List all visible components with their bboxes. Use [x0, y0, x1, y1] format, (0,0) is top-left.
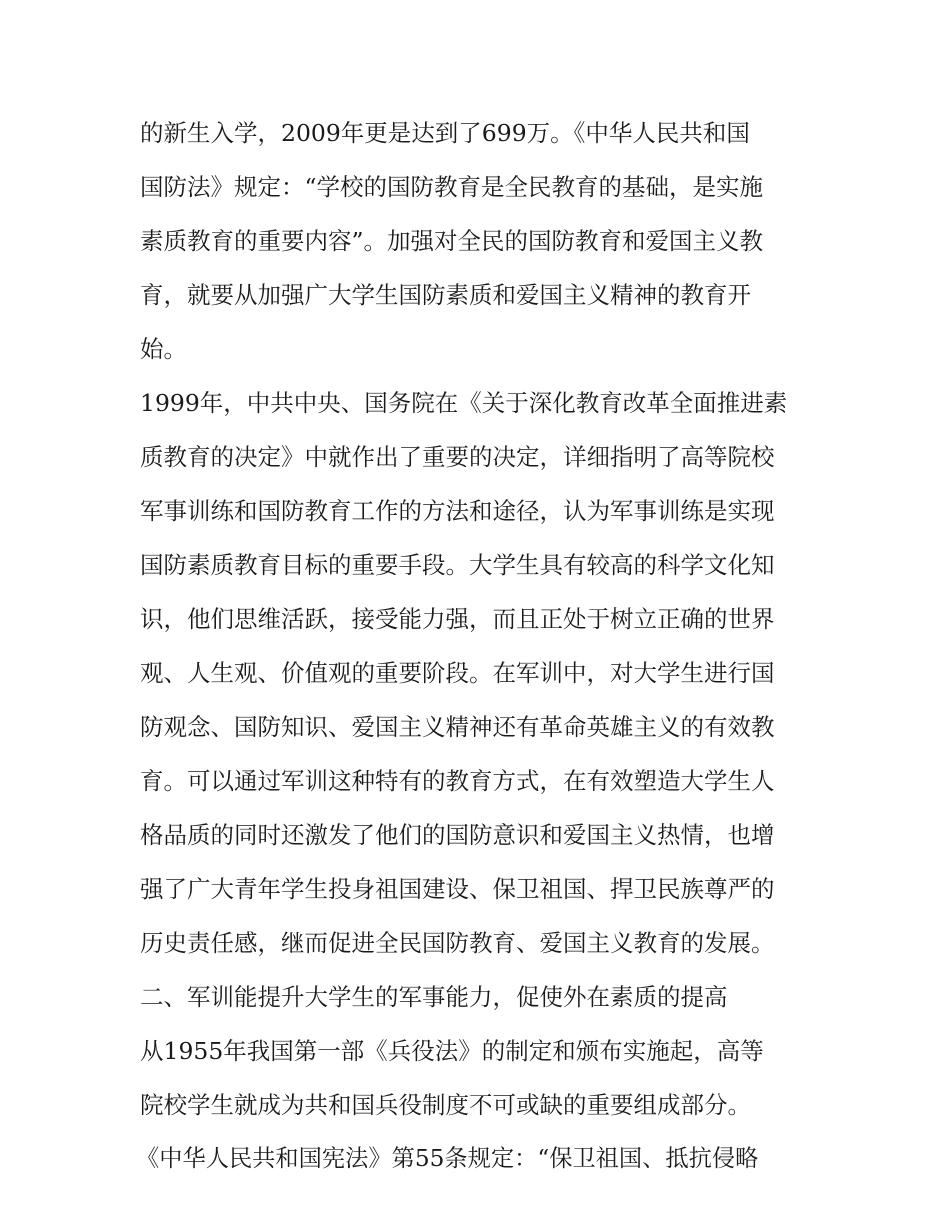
text-line: 素质教育的重要内容”。加强对全民的国防教育和爱国主义教 — [140, 227, 764, 255]
text-line: 历史责任感，继而促进全民国防教育、爱国主义教育的发展。 — [140, 929, 775, 957]
text-line: 军事训练和国防教育工作的方法和途径，认为军事训练是实现 — [140, 497, 775, 525]
text-line: 院校学生就成为共和国兵役制度不可或缺的重要组成部分。 — [140, 1091, 751, 1119]
text-line: 始。 — [140, 335, 187, 363]
section-heading: 二、军训能提升大学生的军事能力，促使外在素质的提高 — [140, 983, 728, 1011]
text-line: 育。可以通过军训这种特有的教育方式，在有效塑造大学生人 — [140, 767, 775, 795]
text-line: 防观念、国防知识、爱国主义精神还有革命英雄主义的有效教 — [140, 713, 775, 741]
text-line: 格品质的同时还激发了他们的国防意识和爱国主义热情，也增 — [140, 821, 775, 849]
text-line: 质教育的决定》中就作出了重要的决定，详细指明了高等院校 — [140, 443, 775, 471]
text-line: 强了广大青年学生投身祖国建设、保卫祖国、捍卫民族尊严的 — [140, 875, 775, 903]
text-line: 观、人生观、价值观的重要阶段。在军训中，对大学生进行国 — [140, 659, 775, 687]
document-body — [136, 106, 820, 1186]
text-line: 国防素质教育目标的重要手段。大学生具有较高的科学文化知 — [140, 551, 775, 579]
text-line: 育，就要从加强广大学生国防素质和爱国主义精神的教育开 — [140, 281, 751, 309]
text-line: 《中华人民共和国宪法》第55条规定：“保卫祖国、抵抗侵略 — [136, 1145, 759, 1172]
text-line: 识，他们思维活跃，接受能力强，而且正处于树立正确的世界 — [140, 605, 775, 633]
text-line: 1999年，中共中央、国务院在《关于深化教育改革全面推进素 — [140, 389, 788, 417]
text-line: 从1955年我国第一部《兵役法》的制定和颁布实施起，高等 — [140, 1037, 764, 1065]
text-line: 的新生入学，2009年更是达到了699万。《中华人民共和国 — [140, 119, 750, 147]
text-line: 国防法》规定：“学校的国防教育是全民教育的基础，是实施 — [140, 173, 764, 201]
